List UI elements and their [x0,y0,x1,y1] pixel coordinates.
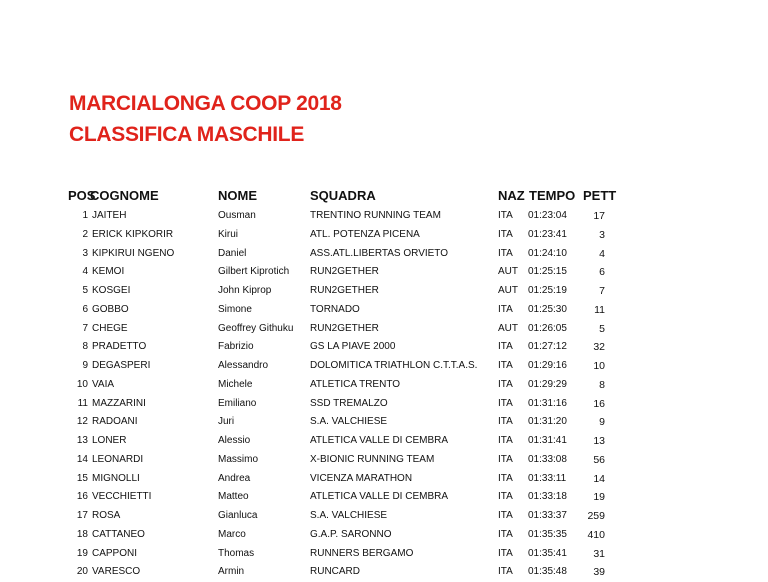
cell-naz: ITA [498,510,513,521]
table-row [0,413,768,432]
table-row [0,301,768,320]
cell-tempo: 01:27:12 [528,341,567,353]
cell-nome: Massimo [218,453,259,465]
table-row [0,545,768,564]
cell-tempo: 01:23:41 [528,228,567,240]
cell-pos: 12 [76,416,88,428]
cell-nome: Andrea [218,472,251,484]
cell-pett: 17 [593,210,605,222]
cell-naz: AUT [498,285,518,296]
table-row [0,357,768,376]
cell-tempo: 01:26:05 [528,322,567,334]
cell-nome: Matteo [218,491,249,503]
cell-pos: 4 [82,266,88,278]
cell-tempo: 01:31:20 [528,416,567,428]
cell-nome: Armin [218,566,245,578]
cell-squadra: ASS.ATL.LIBERTAS ORVIETO [310,247,449,259]
cell-cognome: KEMOI [92,266,125,278]
table-row [0,470,768,489]
header-nome: NOME [218,188,257,203]
cell-squadra: SSD TREMALZO [310,397,388,409]
cell-pett: 5 [599,322,605,335]
cell-pos: 5 [82,285,88,296]
cell-tempo: 01:33:08 [528,453,567,465]
cell-pos: 10 [76,378,88,390]
cell-squadra: ATLETICA TRENTO [310,378,401,390]
cell-nome: Kirui [218,228,239,240]
cell-cognome: VARESCO [92,566,141,578]
cell-naz: ITA [498,210,513,221]
table-row [0,226,768,245]
table-row [0,526,768,545]
cell-cognome: PRADETTO [92,341,147,353]
cell-squadra: ATLETICA VALLE DI CEMBRA [310,491,449,503]
cell-tempo: 01:31:16 [528,397,567,409]
cell-cognome: ROSA [92,510,121,521]
cell-pos: 15 [76,472,88,484]
header-naz: NAZ [498,188,525,203]
cell-squadra: RUN2GETHER [310,322,379,334]
cell-nome: Thomas [218,547,255,559]
document-title: MARCIALONGA COOP 2018 [69,92,342,115]
cell-squadra: G.A.P. SARONNO [310,528,392,540]
cell-pett: 410 [587,528,605,541]
cell-cognome: CAPPONI [92,547,138,559]
cell-pett: 56 [593,453,605,466]
table-row [0,432,768,451]
cell-cognome: VECCHIETTI [92,491,152,503]
cell-squadra: S.A. VALCHIESE [310,416,388,428]
cell-tempo: 01:33:11 [528,472,567,484]
cell-cognome: LONER [92,435,127,446]
cell-naz: ITA [498,472,513,484]
table-row [0,207,768,226]
cell-pos: 17 [76,510,88,521]
cell-naz: ITA [498,247,513,259]
header-cognome: COGNOME [90,188,159,203]
cell-cognome: LEONARDI [92,453,144,465]
cell-nome: Ousman [218,210,256,221]
cell-nome: Alessio [218,435,251,446]
cell-tempo: 01:33:37 [528,510,567,521]
cell-pett: 10 [593,360,605,372]
cell-tempo: 01:25:19 [528,285,567,296]
cell-nome: Alessandro [218,360,269,371]
cell-pett: 13 [593,435,605,447]
cell-pett: 9 [599,416,605,429]
cell-tempo: 01:35:48 [528,566,567,578]
cell-cognome: KOSGEI [92,285,131,296]
results-table [0,207,768,582]
cell-pett: 7 [599,285,605,297]
cell-nome: Juri [218,416,235,428]
table-row [0,488,768,507]
cell-squadra: RUN2GETHER [310,285,379,296]
cell-pett: 259 [587,510,605,522]
cell-tempo: 01:23:04 [528,210,567,221]
cell-squadra: VICENZA MARATHON [310,472,413,484]
cell-pos: 18 [76,528,88,540]
cell-pett: 39 [593,566,605,579]
cell-pos: 7 [82,322,88,334]
cell-nome: Michele [218,378,253,390]
cell-pett: 4 [599,247,605,260]
cell-nome: Marco [218,528,246,540]
cell-pett: 11 [594,303,605,316]
cell-naz: ITA [498,341,513,353]
header-pett: PETT [583,188,617,203]
cell-squadra: ATLETICA VALLE DI CEMBRA [310,435,449,446]
cell-pos: 11 [77,397,88,409]
cell-squadra: ATL. POTENZA PICENA [310,228,420,240]
cell-pett: 19 [593,491,605,504]
cell-squadra: TORNADO [310,303,360,315]
cell-nome: Emiliano [218,397,257,409]
table-row [0,245,768,264]
cell-pett: 31 [593,547,605,560]
cell-pos: 16 [76,491,88,503]
cell-nome: Gianluca [218,510,258,521]
table-row [0,395,768,414]
cell-pos: 20 [76,566,88,578]
cell-cognome: GOBBO [92,303,129,315]
cell-nome: Daniel [218,247,247,259]
cell-tempo: 01:29:29 [528,378,567,390]
cell-pos: 2 [82,228,88,240]
cell-nome: John Kiprop [218,285,272,296]
cell-pos: 14 [76,453,88,465]
table-row [0,263,768,282]
document-subtitle: CLASSIFICA MASCHILE [69,123,305,146]
cell-squadra: X-BIONIC RUNNING TEAM [310,453,435,465]
cell-naz: ITA [498,547,513,559]
cell-tempo: 01:31:41 [528,435,567,446]
cell-tempo: 01:33:18 [528,491,567,503]
cell-pett: 16 [593,397,605,410]
cell-naz: ITA [498,566,513,578]
cell-squadra: TRENTINO RUNNING TEAM [310,210,441,221]
cell-squadra: S.A. VALCHIESE [310,510,388,521]
cell-tempo: 01:25:30 [528,303,567,315]
cell-cognome: MAZZARINI [92,397,146,409]
cell-pett: 32 [593,341,605,354]
cell-pos: 1 [82,210,88,221]
cell-tempo: 01:25:15 [528,266,567,278]
table-row [0,507,768,526]
cell-naz: ITA [498,303,513,315]
cell-squadra: RUN2GETHER [310,266,379,278]
cell-naz: ITA [498,360,513,371]
cell-pos: 9 [82,360,88,371]
cell-nome: Fabrizio [218,341,254,353]
cell-naz: ITA [498,378,513,390]
cell-pett: 8 [599,378,605,391]
cell-pett: 3 [599,228,605,241]
cell-pos: 19 [76,547,88,559]
table-row [0,563,768,582]
cell-pett: 14 [593,472,605,485]
cell-pett: 6 [599,266,605,279]
cell-nome: Simone [218,303,252,315]
cell-pos: 8 [82,341,88,353]
cell-tempo: 01:24:10 [528,247,567,259]
cell-tempo: 01:35:35 [528,528,567,540]
cell-squadra: RUNCARD [310,566,360,578]
cell-pos: 13 [76,435,88,446]
cell-naz: ITA [498,435,513,446]
cell-nome: Gilbert Kiprotich [218,266,290,278]
cell-naz: ITA [498,228,513,240]
cell-cognome: VAIA [92,378,115,390]
cell-tempo: 01:35:41 [528,547,567,559]
cell-cognome: CHEGE [92,322,128,334]
cell-naz: ITA [498,453,513,465]
cell-naz: AUT [498,266,518,278]
table-row [0,451,768,470]
table-row [0,282,768,301]
cell-naz: ITA [498,416,513,428]
cell-pos: 6 [82,303,88,315]
table-row [0,320,768,339]
cell-cognome: KIPKIRUI NGENO [92,247,175,259]
cell-squadra: GS LA PIAVE 2000 [310,341,396,353]
cell-nome: Geoffrey Githuku [218,322,294,334]
cell-naz: ITA [498,491,513,503]
cell-cognome: ERICK KIPKORIR [92,228,174,240]
cell-pos: 3 [82,247,88,259]
cell-cognome: JAITEH [92,210,127,221]
cell-squadra: RUNNERS BERGAMO [310,547,414,559]
header-pos: POS [68,188,96,203]
cell-tempo: 01:29:16 [528,360,567,371]
cell-cognome: DEGASPERI [92,360,151,371]
table-row [0,338,768,357]
cell-cognome: RADOANI [92,416,138,428]
cell-naz: AUT [498,322,518,334]
cell-cognome: MIGNOLLI [92,472,140,484]
cell-cognome: CATTANEO [92,528,145,540]
header-tempo: TEMPO [529,188,576,203]
cell-naz: ITA [498,397,513,409]
cell-naz: ITA [498,528,513,540]
cell-squadra: DOLOMITICA TRIATHLON C.T.T.A.S. [310,360,478,371]
header-squadra: SQUADRA [310,188,376,203]
table-row [0,376,768,395]
